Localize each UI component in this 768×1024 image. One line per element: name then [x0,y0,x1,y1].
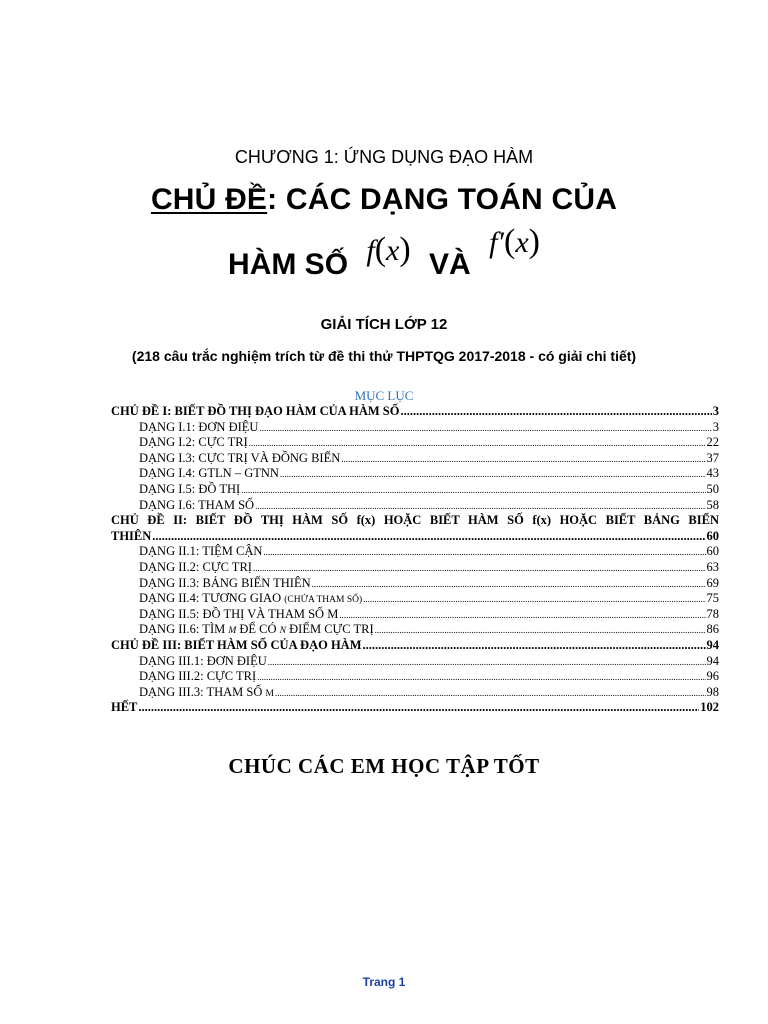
toc-page: 75 [706,591,719,606]
topic-title-prefix: HÀM SỐ [228,248,349,281]
topic-title [0,183,768,217]
toc-page: 58 [706,497,719,512]
toc-page: 94 [706,653,719,668]
toc-page: 86 [706,622,719,637]
page-number: Trang 1 [362,975,406,989]
toc-page: 96 [706,669,719,684]
toc-entry[interactable]: DẠNG II.2: CỰC TRỊ ..... 63 [111,560,719,576]
toc-page: 69 [706,575,719,590]
toc-entry[interactable]: CHỦ ĐỀ II: BIẾT ĐỒ THỊ HÀM SỐ f(x) HOẶC BIẾT HÀM SỐ f(x) HOẶC BIẾT BẢNG BIẾN [111,513,719,528]
toc-entry[interactable]: DẠNG I.4: GTLN – GTNN ..... 43 [111,466,719,482]
toc-entry[interactable]: HẾT ..... 102 [111,700,719,716]
toc-entry[interactable]: DẠNG II.1: TIỆM CẬN ..... 60 [111,544,719,560]
toc-page: 3 [712,419,719,434]
topic-title-conj: VÀ [429,248,471,281]
toc-page: 50 [706,481,719,496]
toc-entry[interactable]: CHỦ ĐỀ I: BIẾT ĐỒ THỊ ĐẠO HÀM CỦA HÀM SỐ ..... 3 [111,404,719,420]
math-fx: f(x) [366,231,411,268]
toc-entry[interactable]: DẠNG III.1: ĐƠN ĐIỆU ..... 94 [111,654,719,670]
toc-heading: MỤC LỤC [354,388,414,403]
closing-message: CHÚC CÁC EM HỌC TẬP TỐT [228,754,540,778]
toc-entry[interactable]: DẠNG II.4: TƯƠNG GIAO (CHỨA THAM SỐ) ..... 75 [111,591,719,607]
source-note: (218 câu trắc nghiệm trích từ đề thi thử THPTQG 2017-2018 - có giải chi tiết) [131,348,637,364]
toc-page: 63 [706,559,719,574]
toc-entry[interactable]: DẠNG III.2: CỰC TRỊ ..... 96 [111,669,719,685]
toc-entry[interactable]: DẠNG I.6: THAM SỐ ..... 58 [111,498,719,514]
toc-entry[interactable]: DẠNG I.3: CỰC TRỊ VÀ ĐỒNG BIẾN ..... 37 [111,451,719,467]
toc-page: 94 [706,637,719,652]
toc-page: 3 [712,404,719,418]
toc-entry[interactable]: DẠNG II.5: ĐỒ THỊ VÀ THAM SỐ M ..... 78 [111,607,719,623]
topic-title-underlined: CHỦ ĐỀ [150,183,268,216]
topic-title-rest: : CÁC DẠNG TOÁN CỦA [267,183,618,216]
toc-entry[interactable]: CHỦ ĐỀ III: BIẾT HÀM SỐ CỦA ĐẠO HÀM ..... 94 [111,638,719,654]
toc-entry[interactable]: DẠNG II.3: BẢNG BIẾN THIÊN ..... 69 [111,576,719,592]
toc-page: 22 [706,435,719,450]
toc-entry[interactable]: DẠNG II.6: TÌM M ĐỂ CÓ N ĐIỂM CỰC TRỊ ..... 86 [111,622,719,638]
toc-page: 60 [706,528,719,543]
toc-page: 43 [706,466,719,481]
toc-entry[interactable]: DẠNG I.5: ĐỒ THỊ ..... 50 [111,482,719,498]
math-fprime-x: f′(x) [489,223,540,260]
toc-page: 78 [706,606,719,621]
toc-page: 37 [706,450,719,465]
chapter-heading: CHƯƠNG 1: ỨNG DỤNG ĐẠO HÀM [234,147,534,167]
toc-page: 98 [706,684,719,699]
toc-entry[interactable]: DẠNG I.2: CỰC TRỊ ..... 22 [111,435,719,451]
toc-page: 102 [700,700,719,715]
topic-title-line2 [0,223,768,283]
toc-entry-continued[interactable]: THIÊN ..... 60 [111,529,719,545]
subject-line: GIẢI TÍCH LỚP 12 [320,316,448,333]
table-of-contents [111,404,719,716]
toc-page: 60 [706,544,719,559]
toc-entry[interactable]: DẠNG III.3: THAM SỐ M ..... 98 [111,685,719,701]
toc-entry[interactable]: DẠNG I.1: ĐƠN ĐIỆU ..... 3 [111,420,719,436]
